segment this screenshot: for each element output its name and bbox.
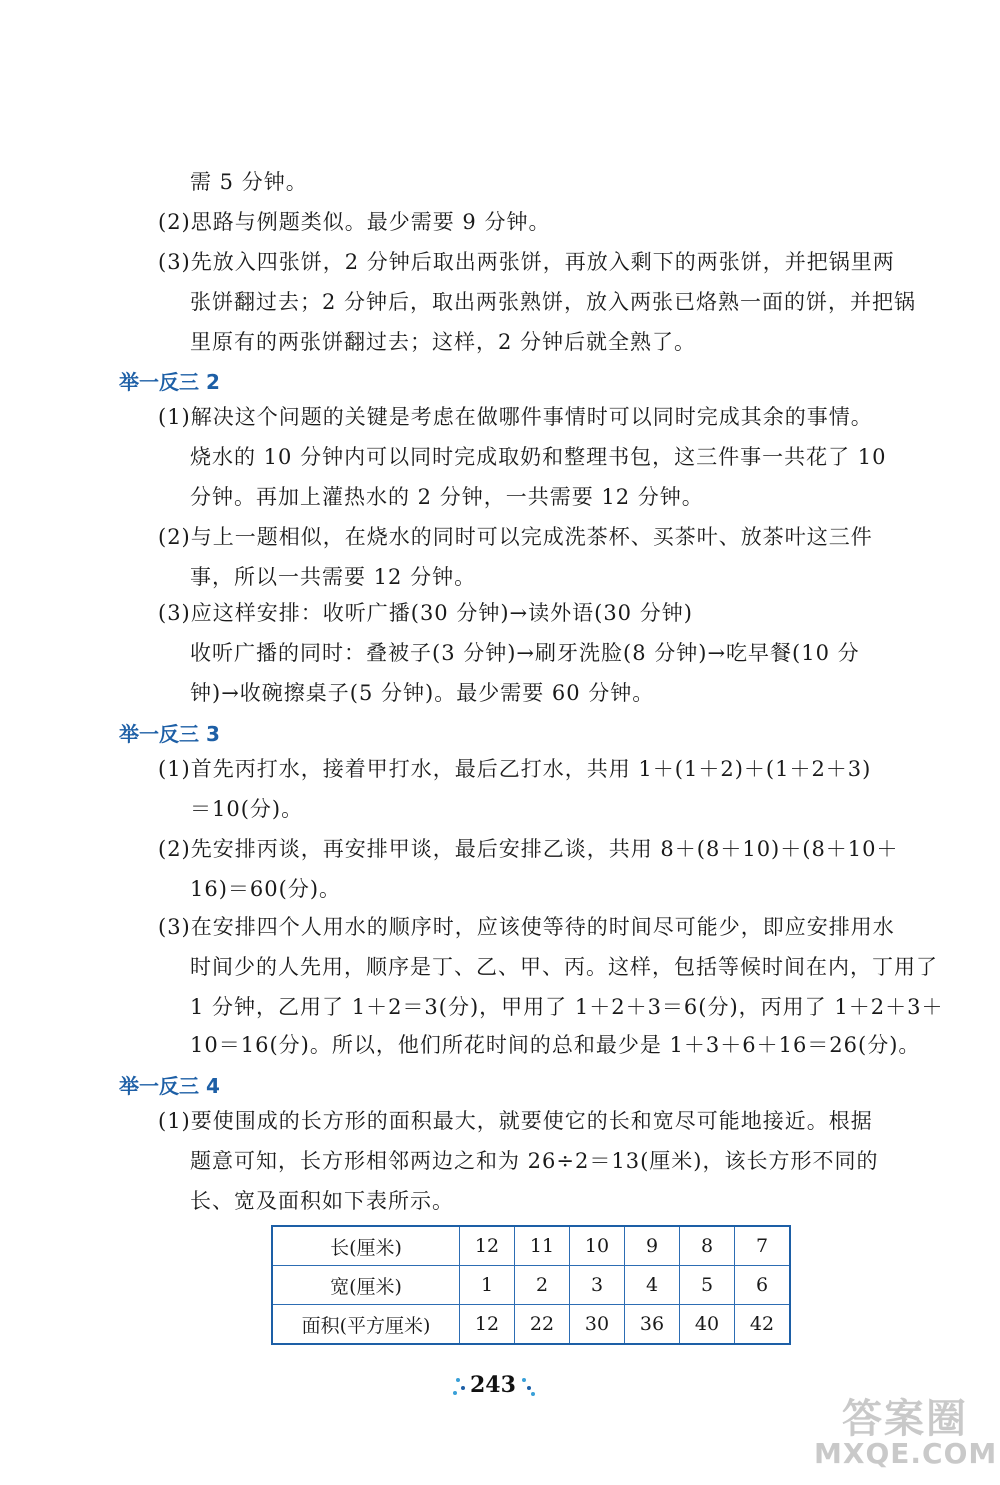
line-23: 题意可知，长方形相邻两边之和为 26÷2＝13(厘米)，该长方形不同的 [190, 1149, 879, 1173]
table-cell: 22 [515, 1305, 570, 1345]
line-21: 10＝16(分)。所以，他们所花时间的总和最少是 1＋3＋6＋16＝26(分)。 [190, 1033, 921, 1057]
line-15: ＝10(分)。 [190, 797, 304, 821]
line-06: (1)解决这个问题的关键是考虑在做哪件事情时可以同时完成其余的事情。 [158, 405, 873, 429]
line-03: (3)先放入四张饼，2 分钟后取出两张饼，再放入剩下的两张饼，并把锅里两 [158, 250, 895, 274]
line-14: (1)首先丙打水，接着甲打水，最后乙打水，共用 1＋(1＋2)＋(1＋2＋3) [158, 757, 872, 781]
line-24: 长、宽及面积如下表所示。 [190, 1189, 454, 1213]
line-12: 收听广播的同时：叠被子(3 分钟)→刷牙洗脸(8 分钟)→吃早餐(10 分 [190, 641, 860, 665]
table-row [272, 1305, 790, 1345]
watermark-text-en: MXQE.COM [814, 1437, 998, 1470]
table-cell: 30 [570, 1305, 625, 1345]
watermark-text-cn: 答案圈 [842, 1396, 968, 1442]
page-number: 243 [470, 1372, 516, 1398]
line-11: (3)应这样安排：收听广播(30 分钟)→读外语(30 分钟) [158, 601, 693, 625]
table-row [272, 1266, 790, 1305]
table-cell: 42 [735, 1305, 791, 1345]
table-cell: 2 [515, 1266, 570, 1305]
line-08: 分钟。再加上灌热水的 2 分钟，一共需要 12 分钟。 [190, 485, 704, 509]
row-label-area: 面积(平方厘米) [272, 1305, 460, 1345]
line-01: 需 5 分钟。 [190, 170, 308, 194]
line-02: (2)思路与例题类似。最少需要 9 分钟。 [158, 210, 551, 234]
dimensions-table [271, 1225, 791, 1345]
table-cell: 8 [680, 1226, 735, 1266]
table-cell: 12 [460, 1305, 515, 1345]
table-cell: 3 [570, 1266, 625, 1305]
row-label-length: 长(厘米) [272, 1226, 460, 1266]
table-cell: 12 [460, 1226, 515, 1266]
table-cell: 6 [735, 1266, 791, 1305]
section-heading-4: 举一反三 4 [119, 1074, 220, 1098]
table-cell: 36 [625, 1305, 680, 1345]
line-05: 里原有的两张饼翻过去；这样，2 分钟后就全熟了。 [190, 330, 697, 354]
table-cell: 11 [515, 1226, 570, 1266]
table-row [272, 1226, 790, 1266]
section-heading-3: 举一反三 3 [119, 722, 220, 746]
watermark-logo [802, 1387, 998, 1477]
line-18: (3)在安排四个人用水的顺序时，应该使等待的时间尽可能少，即应安排用水 [158, 915, 895, 939]
line-10: 事，所以一共需要 12 分钟。 [190, 565, 477, 589]
line-22: (1)要使围成的长方形的面积最大，就要使它的长和宽尽可能地接近。根据 [158, 1109, 873, 1133]
table-cell: 10 [570, 1226, 625, 1266]
table-cell: 1 [460, 1266, 515, 1305]
line-09: (2)与上一题相似，在烧水的同时可以完成洗茶杯、买茶叶、放茶叶这三件 [158, 525, 873, 549]
line-07: 烧水的 10 分钟内可以同时完成取奶和整理书包，这三件事一共花了 10 [190, 445, 887, 469]
table-cell: 7 [735, 1226, 791, 1266]
line-17: 16)＝60(分)。 [190, 877, 342, 901]
line-20: 1 分钟，乙用了 1＋2＝3(分)，甲用了 1＋2＋3＝6(分)，丙用了 1＋2＋3＋ [190, 995, 944, 1019]
row-label-width: 宽(厘米) [272, 1266, 460, 1305]
line-16: (2)先安排丙谈，再安排甲谈，最后安排乙谈，共用 8＋(8＋10)＋(8＋10＋ [158, 837, 899, 861]
table-cell: 9 [625, 1226, 680, 1266]
line-19: 时间少的人先用，顺序是丁、乙、甲、丙。这样，包括等候时间在内，丁用了 [190, 955, 938, 979]
table-cell: 5 [680, 1266, 735, 1305]
table-cell: 40 [680, 1305, 735, 1345]
line-13: 钟)→收碗擦桌子(5 分钟)。最少需要 60 分钟。 [190, 681, 655, 705]
section-heading-2: 举一反三 2 [119, 370, 220, 394]
line-04: 张饼翻过去；2 分钟后，取出两张熟饼，放入两张已烙熟一面的饼，并把锅 [190, 290, 917, 314]
table-cell: 4 [625, 1266, 680, 1305]
